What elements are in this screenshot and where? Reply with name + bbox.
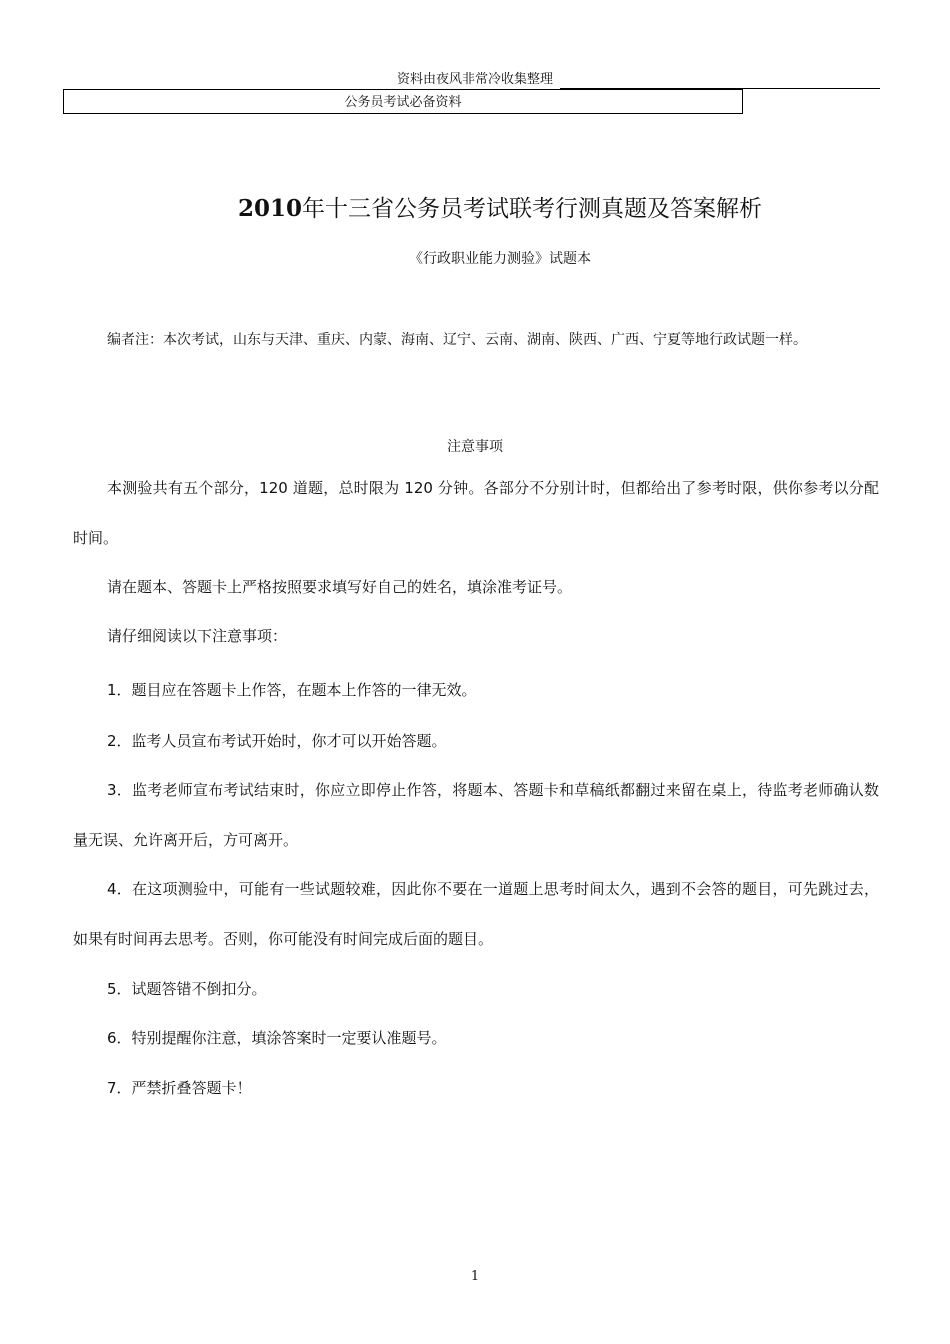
notice-item: 6．特别提醒你注意，填涂答案时一定要认准题号。 [107,1029,447,1047]
notice-paragraph: 请在题本、答题卡上严格按照要求填写好自己的姓名，填涂准考证号。 [107,578,573,596]
notice-item: 3．监考老师宣布考试结束时，你应立即停止作答，将题本、答题卡和草稿纸都翻过来留在桌上，待监考老师确认数量无误、允许离开后，方可离开。 [73,781,879,849]
notice-item: 4．在这项测验中，可能有一些试题较难，因此你不要在一道题上思考时间太久，遇到不会答的题目，可先跳过去，如果有时间再去思考。否则，你可能没有时间完成后面的题目。 [73,880,879,948]
editor-note: 编者注：本次考试，山东与天津、重庆、内蒙、海南、辽宁、云南、湖南、陕西、广西、宁夏等地行政试题一样。 [107,332,807,348]
notice-item: 5．试题答错不倒扣分。 [107,980,267,998]
notice-heading: 注意事项 [447,439,503,455]
notice-item: 1．题目应在答题卡上作答，在题本上作答的一律无效。 [107,681,477,699]
header-source-line: 资料由夜风非常冷收集整理 [396,72,553,87]
notice-paragraph: 请仔细阅读以下注意事项： [107,627,288,645]
header-box: 公务员考试必备资料 [63,89,743,114]
page-number: 1 [470,1269,480,1284]
title-text: 年十三省公务员考试联考行测真题及答案解析 [302,196,762,222]
notice-item: 7．严禁折叠答题卡！ [107,1079,252,1097]
document-title [120,193,880,225]
title-year: 2010 [237,195,302,222]
notice-paragraph: 本测验共有五个部分，120 道题，总时限为 120 分钟。各部分不分别计时，但都给出了参考时限，供你参考以分配时间。 [73,479,879,547]
document-subtitle: 《行政职业能力测验》试题本 [409,251,591,267]
notice-item: 2．监考人员宣布考试开始时，你才可以开始答题。 [107,732,447,750]
